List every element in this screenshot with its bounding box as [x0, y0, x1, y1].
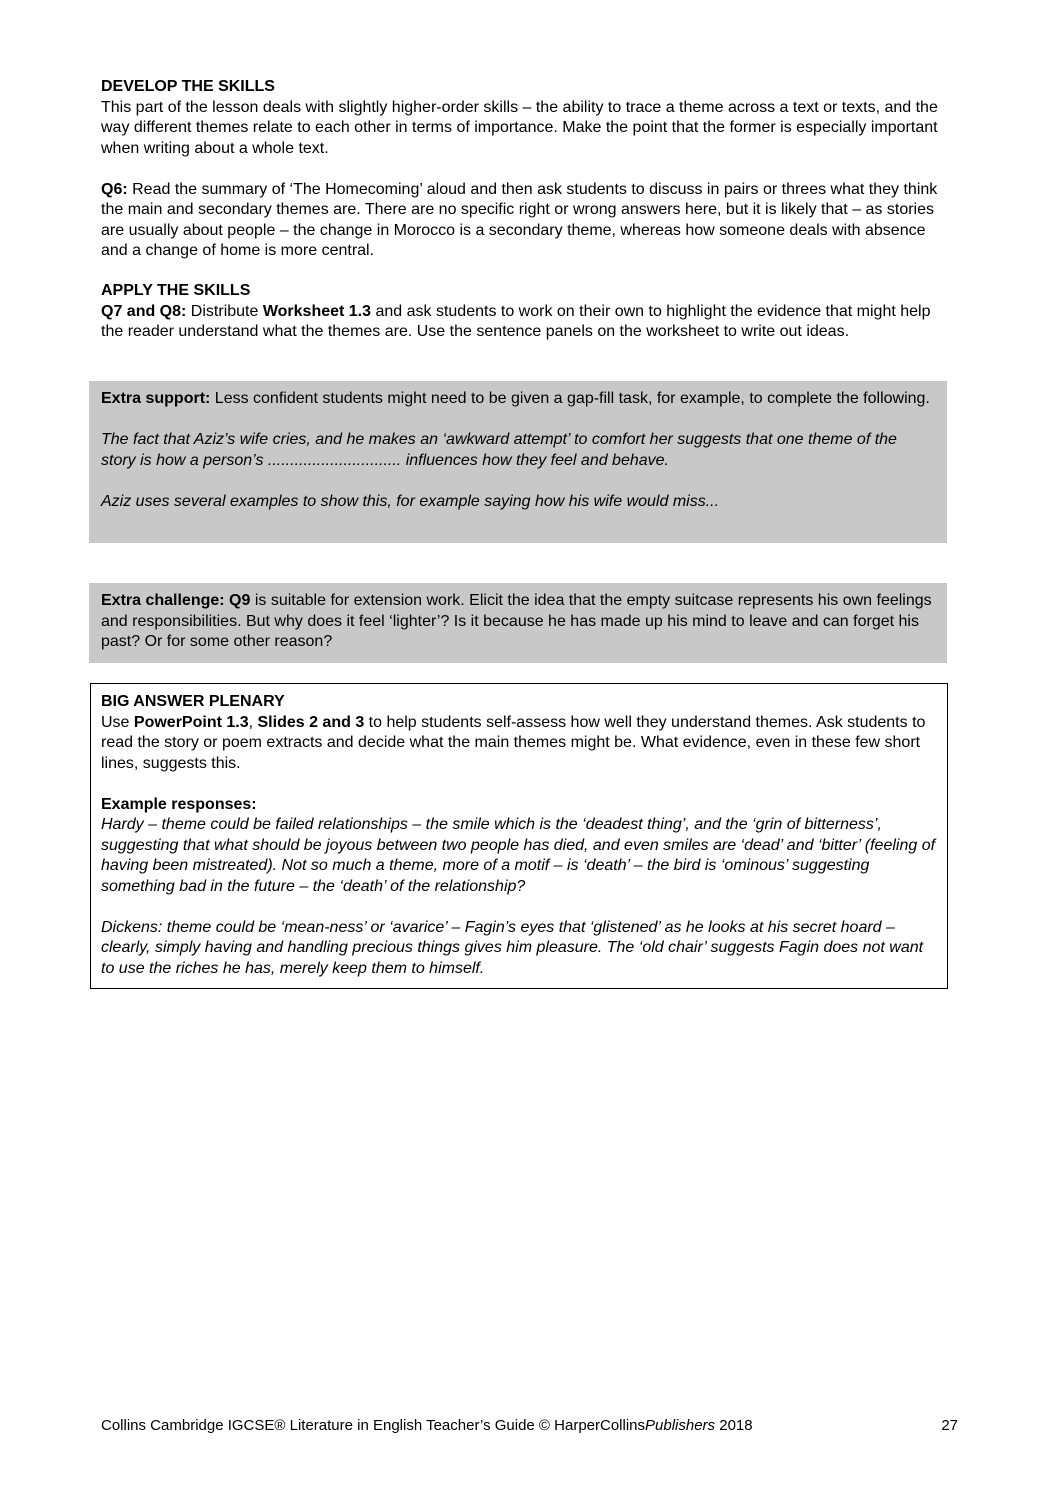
- q9-ref: Q9: [224, 592, 251, 609]
- extra-challenge-label: Extra challenge:: [101, 592, 225, 609]
- powerpoint-ref: PowerPoint 1.3: [133, 713, 249, 731]
- footer-publishers: Publishers: [645, 1417, 716, 1434]
- page-footer: [101, 1416, 958, 1437]
- q78-text-2: and ask students to work on their own to highlight the evidence that might help the reader understand what the themes are. Use the sentence panels on the worksheet to write out ideas.: [101, 302, 931, 340]
- slides-ref: Slides 2 and 3: [257, 713, 365, 731]
- extra-support-example-2: Aziz uses several examples to show this, for example saying how his wife would miss...: [101, 492, 720, 510]
- extra-support-paragraph: [101, 389, 935, 410]
- q78-paragraph: [101, 302, 953, 343]
- example-responses-heading: Example responses:: [101, 795, 257, 813]
- plenary-text-2: to help students self-assess how well they understand themes. Ask students to read the story or poem extracts and decide what the main themes might be. What evidence, even in these few short lines, suggests this.: [101, 713, 926, 772]
- q6-paragraph: [101, 180, 953, 262]
- q78-label: Q7 and Q8:: [101, 302, 187, 320]
- worksheet-ref: Worksheet 1.3: [262, 302, 372, 320]
- plenary-heading: BIG ANSWER PLENARY: [101, 693, 285, 710]
- apply-heading: APPLY THE SKILLS: [101, 282, 251, 299]
- extra-challenge-paragraph: [101, 591, 935, 653]
- extra-support-box: [89, 381, 947, 543]
- extra-support-example-1: The fact that Aziz’s wife cries, and he makes an ‘awkward attempt’ to comfort her suggests that one theme of the story is how a person’s .............................. influences how they feel and behave.: [101, 431, 897, 469]
- extra-challenge-text: is suitable for extension work. Elicit the idea that the empty suitcase represents his own feelings and responsibilities. But why does it feel ‘lighter’? Is it because he has made up his mind to leave and can forget his past? Or for some other reason?: [101, 592, 932, 650]
- plenary-box: [90, 683, 948, 989]
- footer-text: Collins Cambridge IGCSE® Literature in English Teacher’s Guide © HarperCollins: [101, 1417, 646, 1434]
- develop-heading: DEVELOP THE SKILLS: [101, 78, 275, 95]
- extra-support-label: Extra support:: [101, 390, 211, 407]
- develop-body: This part of the lesson deals with slightly higher-order skills – the ability to trace a theme across a text or texts, and the way different themes relate to each other in terms of importance. Make the point that the former is especially important when writing about a whole text.: [101, 98, 938, 157]
- extra-support-text: Less confident students might need to be given a gap-fill task, for example, to complete the following.: [210, 390, 930, 407]
- plenary-text-1: Use: [101, 713, 134, 731]
- q78-text-1: Distribute: [186, 302, 263, 320]
- hardy-response: Hardy – theme could be failed relationships – the smile which is the ‘deadest thing’, and the ‘grin of bitterness’, suggesting that what should be joyous between two people has died, and even smiles are ‘dead’ and ‘bitter’ (feeling of having been mistreated). Not so much a theme, more of a motif – is ‘death’ – the bird is ‘ominous’ suggesting something bad in the future – the ‘death’ of the relationship?: [101, 816, 936, 895]
- plenary-paragraph: [101, 713, 937, 775]
- plenary-comma: ,: [248, 713, 258, 731]
- develop-section: [101, 77, 953, 262]
- extra-challenge-box: [89, 583, 947, 663]
- footer-year: 2018: [715, 1417, 753, 1434]
- dickens-response: Dickens: theme could be ‘mean-ness’ or ‘avarice’ – Fagin’s eyes that ‘glistened’ as he looks at his secret hoard – clearly, simply having and handling precious things gives him pleasure. The ‘old chair’ suggests Fagin does not want to use the riches he has, merely keep them to himself.: [101, 918, 924, 977]
- page-number: 27: [941, 1417, 958, 1434]
- apply-section: [101, 281, 953, 343]
- q6-label: Q6:: [101, 180, 128, 198]
- q6-text: Read the summary of ‘The Homecoming’ aloud and then ask students to discuss in pairs or threes what they think the main and secondary themes are. There are no specific right or wrong answers here, but it is likely that – as stories are usually about people – the change in Morocco is a secondary theme, whereas how someone deals with absence and a change of home is more central.: [101, 180, 938, 259]
